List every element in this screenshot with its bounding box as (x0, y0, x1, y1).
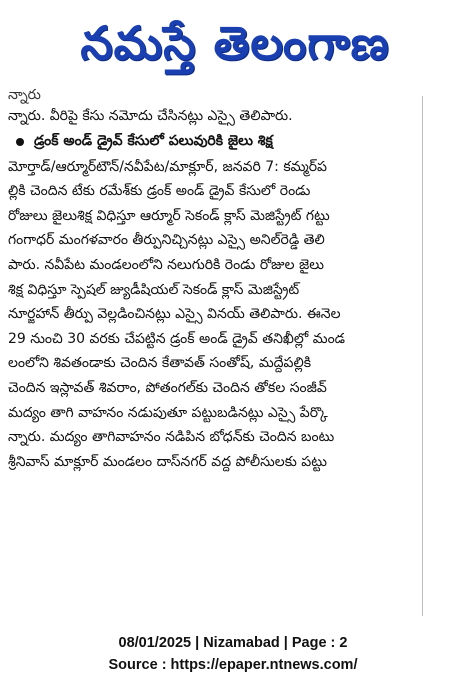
body-line: మద్యం తాగి వాహనం నడుపుతూ పట్టుబడినట్లు ఎస్సై పేర్కొ (8, 404, 328, 421)
intro-line: న్నారు. వీరిపై కేసు నమోదు చేసినట్లు ఎస్సై తెలిపారు. (8, 108, 293, 124)
clipping-footer (0, 632, 466, 676)
body-line: పారు. నవీపేట మండలంలోని నలుగురికి రెండు రోజుల జైలు (8, 256, 324, 273)
body-line: చెందిన ఇస్లావత్ శివరాం, పోతంగల్‌కు చెందిన తోకల సంజీవ్ (8, 379, 327, 396)
body-line: శ్రీనివాస్ మాక్లూర్ మండలం దాస్‌నగర్ వద్ద పోలీసులకు పట్టు (8, 453, 327, 470)
article-body (8, 155, 418, 475)
headline-text: డ్రంక్ అండ్ డ్రైవ్ కేసులో పలువురికి జైలు శిక్ష (34, 133, 273, 150)
source-link: Source : https://epaper.ntnews.com/ (108, 657, 358, 673)
body-line: ల్లికి చెందిన టేకు రమేశ్‌కు డ్రంక్ అండ్ డ్రైవ్ కేసులో రెండు (8, 183, 311, 200)
main-column (8, 88, 418, 474)
body-line: గంగాధర్ మంగళవారం తీర్పునిచ్చినట్లు ఎస్సై అనిల్‌రెడ్డి తెలి (8, 232, 325, 249)
newspaper-masthead (30, 6, 440, 80)
cut-off-text-fragment: న్నారు (8, 88, 41, 103)
article-clipping (0, 88, 466, 618)
body-line: న్నారు. మద్యం తాగివాహనం నడిపిన బోధన్‌కు చెందిన బంటు (8, 429, 335, 446)
bullet-icon (16, 138, 24, 146)
body-line: శిక్ష విధిస్తూ స్పెషల్ జ్యుడీషియల్ సెకండ్ క్లాస్ మెజిస్ట్రేట్ (8, 281, 300, 298)
article-headline (8, 129, 418, 155)
date-edition-page: 08/01/2025 | Nizamabad | Page : 2 (118, 635, 348, 651)
body-line: 29 నుంచి 30 వరకు చేపట్టిన డ్రంక్ అండ్ డ్రైవ్ తనిఖీల్లో మండ (8, 330, 346, 347)
column-divider (422, 96, 423, 616)
body-line: మోర్తాడ్/ఆర్మూర్‌టౌన్/నవీపేట/మాక్లూర్, జనవరి 7: కమ్మర్‌ప (8, 158, 327, 175)
body-line: నూర్జహాన్ తీర్పు వెల్లడించినట్లు ఎస్సై వినయ్ తెలిపారు. ఈనెల (8, 306, 341, 323)
body-line: లంలోని శివతండాకు చెందిన కేతావత్ సంతోష్, మద్దేపల్లికి (8, 355, 312, 372)
body-line: రోజులు జైలుశిక్ష విధిస్తూ ఆర్మూర్ సెకండ్ క్లాస్ మెజిస్ట్రేట్ గట్టు (8, 207, 330, 224)
masthead-title: నమస్తే తెలంగాణ (80, 16, 390, 70)
